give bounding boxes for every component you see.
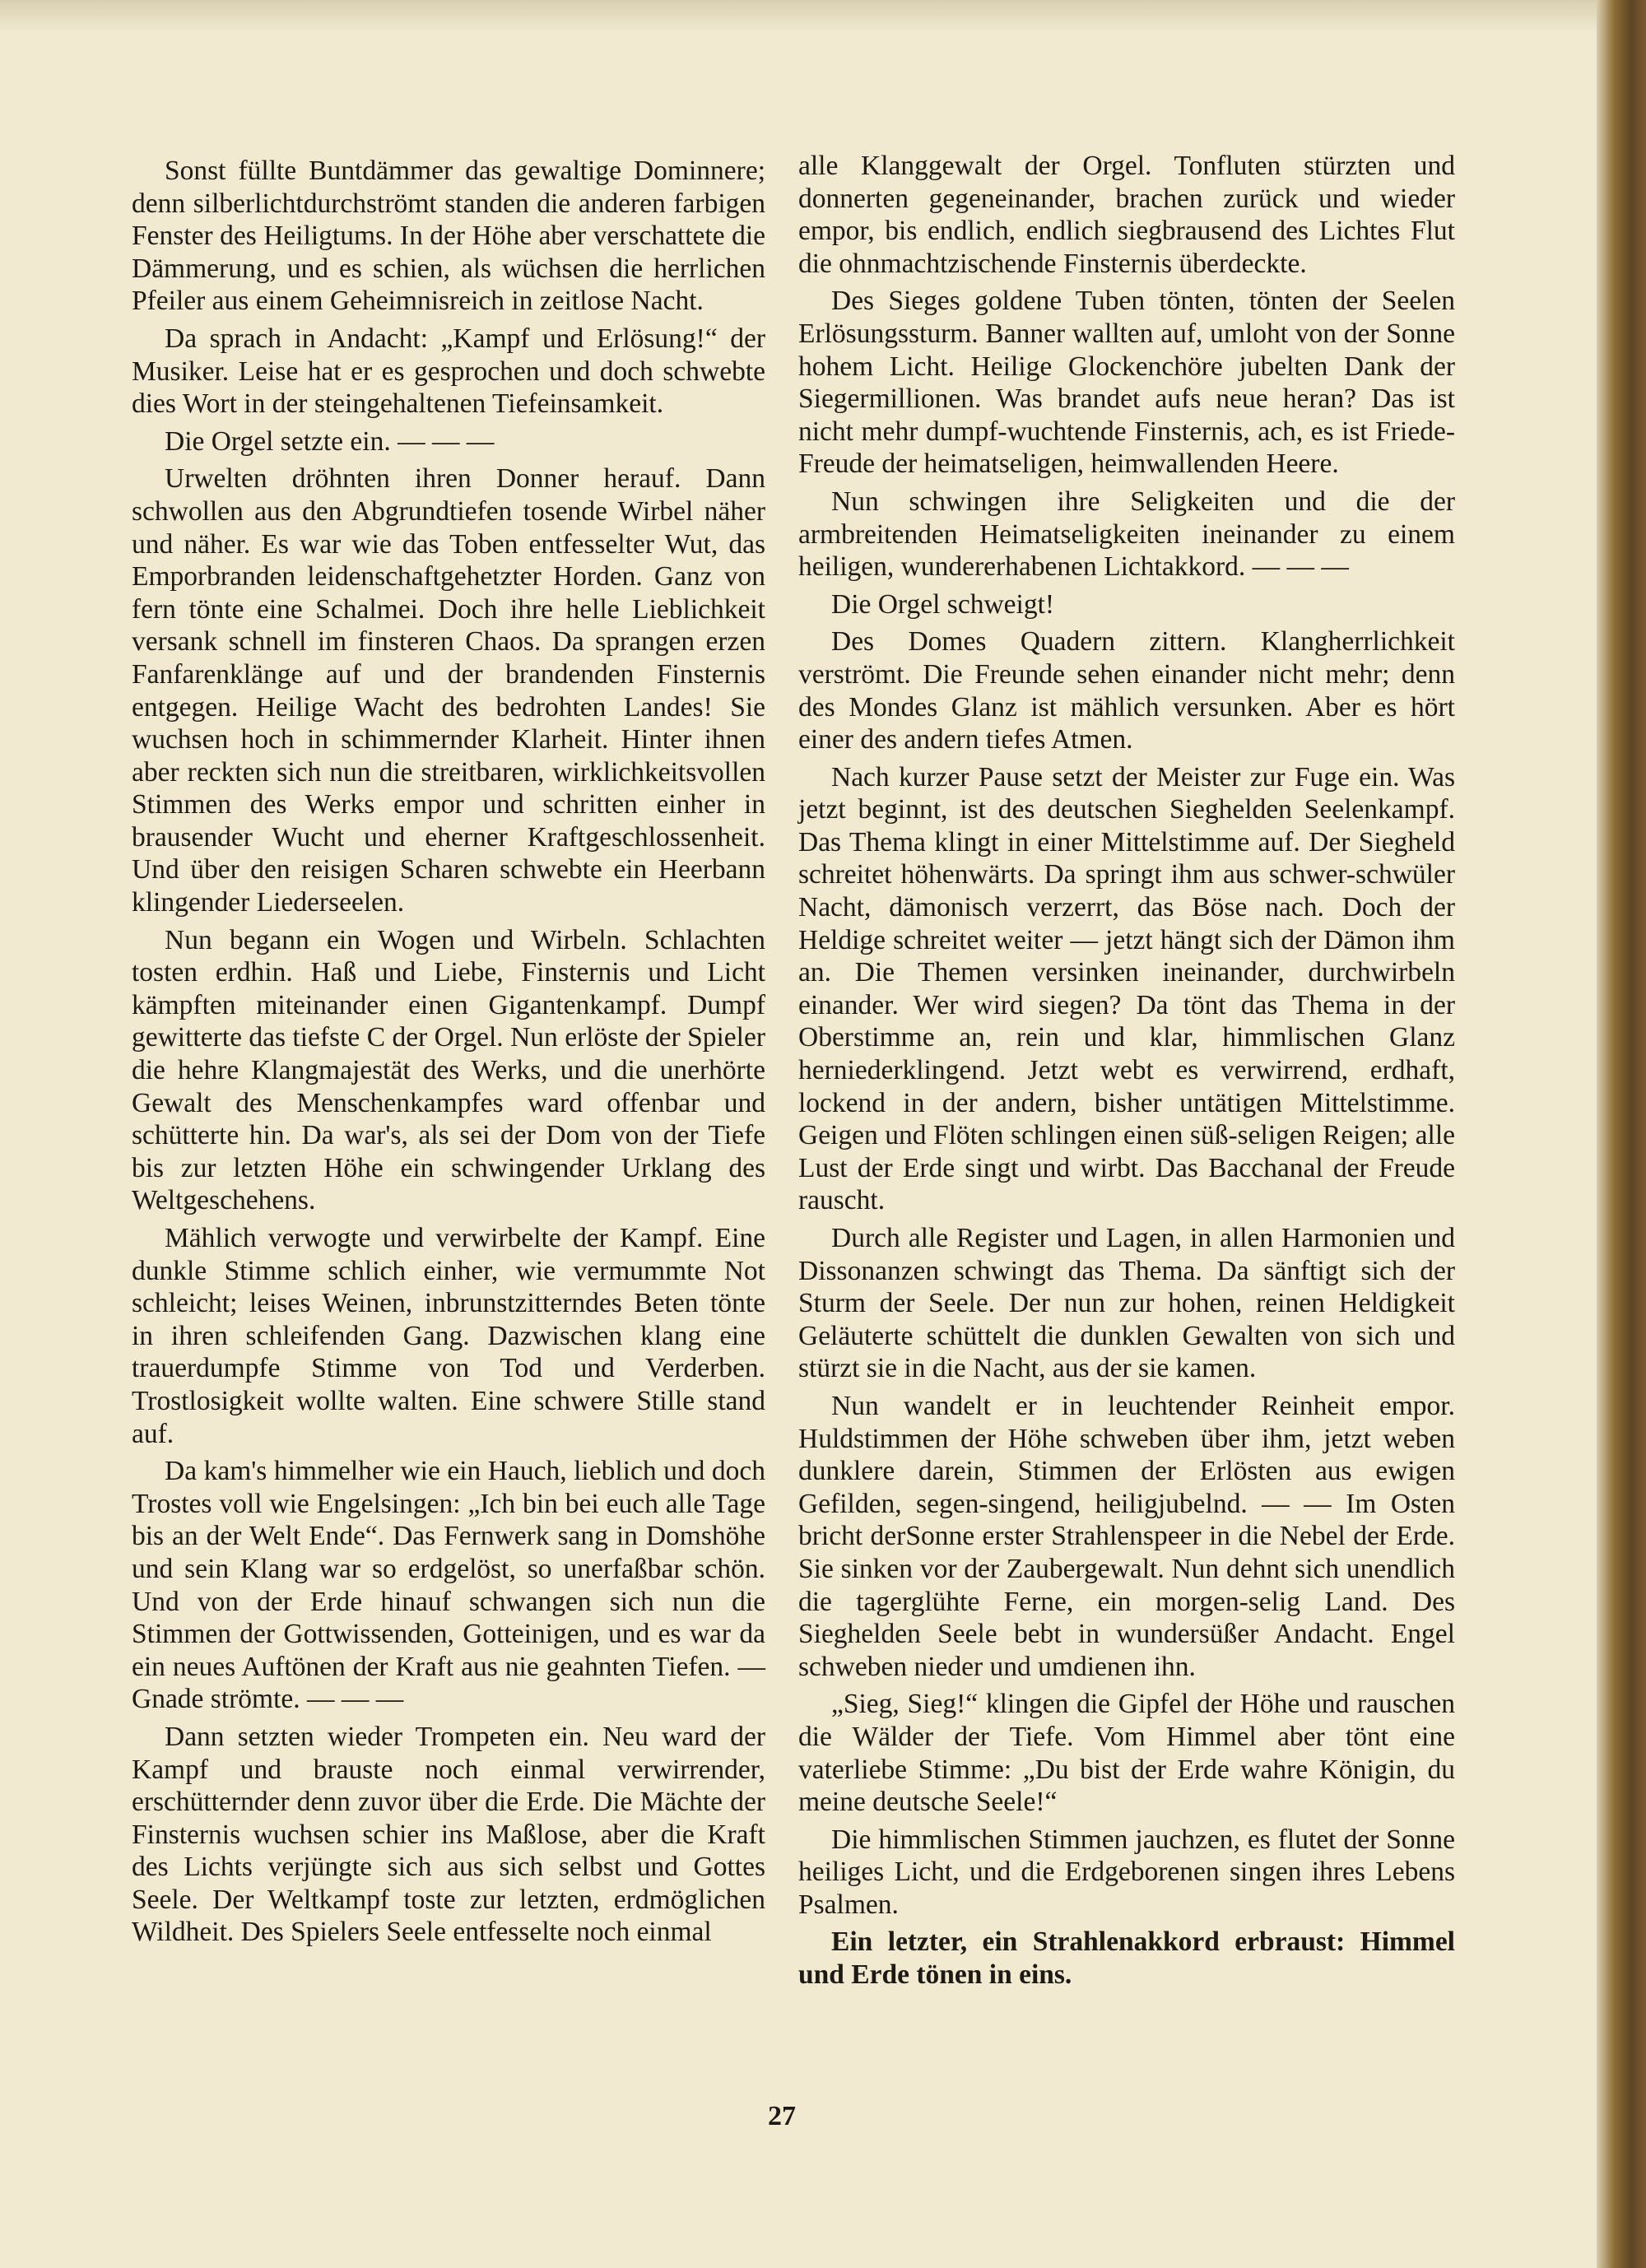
paragraph: Durch alle Register und Lagen, in allen Harmonien und Dissonanzen schwingt das Thema. Da sänftigt sich der Sturm der Seele. Der nun zur hohen, reinen Heldigkeit Geläuterte schüttelt die dunklen Gewalten von sich und stürzt sie in die Nacht, aus der sie kamen.: [798, 1223, 1455, 1384]
paragraph: Des Domes Quadern zittern. Klangherrlichkeit verströmt. Die Freunde sehen einander nicht mehr; denn des Mondes Glanz ist mählich versunken. Aber es hört einer des andern tiefes Atmen.: [798, 626, 1455, 755]
paragraph: Dann setzten wieder Trompeten ein. Neu ward der Kampf und brauste noch einmal verwirrender, erschütternder denn zuvor über die Erde. Die Mächte der Finsternis wuchsen schier ins Maßlose, aber die Kraft des Lichts verjüngte sich aus sich selbst und Gottes Seele. Der Weltkampf toste zur letzten, erdmöglichen Wildheit. Des Spielers Seele entfesselte noch einmal: [132, 1721, 765, 1948]
paragraph: Nach kurzer Pause setzt der Meister zur Fuge ein. Was jetzt beginnt, ist des deutschen Sieghelden Seelenkampf. Das Thema klingt in einer Mittelstimme auf. Der Siegheld schreitet höhenwärts. Da springt ihm aus schwer-schwüler Nacht, dämonisch verzerrt, das Böse nach. Doch der Heldige schreitet weiter — jetzt hängt sich der Dämon ihm an. Die Themen versinken ineinander, durchwirbeln einander. Wer wird siegen? Da tönt das Thema in der Oberstimme an, rein und klar, himmlischen Glanz herniederklingend. Jetzt webt es verwirrend, erdhaft, lockend in der andern, bisher untätigen Mittelstimme. Geigen und Flöten schlingen einen süß-seligen Reigen; alle Lust der Erde singt und wirbt. Das Bacchanal der Freude rauscht.: [798, 761, 1455, 1216]
left-text-column: [132, 155, 765, 1954]
paragraph: Da kam's himmelher wie ein Hauch, lieblich und doch Trostes voll wie Engelsingen: „Ich bin bei euch alle Tage bis an der Welt Ende“. Das Fernwerk sang in Domshöhe und sein Klang war so erdgelöst, so unerfaßbar schön. Und von der Erde hinauf schwangen sich nun die Stimmen der Gottwissenden, Gotteinigen, und es war da ein neues Auftönen der Kraft aus nie geahnten Tiefen. — Gnade strömte. — — —: [132, 1456, 765, 1715]
paragraph: Die Orgel schweigt!: [831, 588, 1055, 620]
paragraph: Nun schwingen ihre Seligkeiten und die der armbreitenden Heimatseligkeiten ineinander zu einem heiligen, wundererhabenen Lichtakkord. — — —: [798, 486, 1455, 583]
paragraph: Des Sieges goldene Tuben tönten, tönten der Seelen Erlösungssturm. Banner wallten auf, umloht von der Sonne hohem Licht. Heilige Glockenchöre jubelten Dank der Siegermillionen. Was brandet aufs neue heran? Das ist nicht mehr dumpf-wuchtende Finsternis, ach, es ist Friede-Freude der heimatseligen, heimwallenden Heere.: [798, 286, 1455, 480]
book-spine-edge: [1597, 0, 1646, 2268]
paragraph: Nun begann ein Wogen und Wirbeln. Schlachten tosten erdhin. Haß und Liebe, Finsternis und Licht kämpften miteinander einen Gigantenkampf. Dumpf gewitterte das tiefste C der Orgel. Nun erlöste der Spieler die hehre Klangmajestät des Werks, und die unerhörte Gewalt des Menschenkampfes ward offenbar und schütterte hin. Da war's, als sei der Dom von der Tiefe bis zur letzten Höhe ein schwingender Urklang des Weltgeschehens.: [132, 924, 765, 1216]
paragraph-final: Ein letzter, ein Strahlenakkord erbraust: Himmel und Erde tönen in eins.: [798, 1926, 1455, 1991]
page-top-shadow: [0, 0, 1597, 33]
paragraph: „Sieg, Sieg!“ klingen die Gipfel der Höhe und rauschen die Wälder der Tiefe. Vom Himmel aber tönt eine vaterliebe Stimme: „Du bist der Erde wahre Königin, du meine deutsche Seele!“: [798, 1689, 1455, 1818]
paragraph: Nun wandelt er in leuchtender Reinheit empor. Huldstimmen der Höhe schweben über ihm, jetzt weben dunklere darein, Stimmen der Erlösten aus ewigen Gefilden, segen-singend, heiligjubelnd. — — Im Osten bricht derSonne erster Strahlenspeer in die Nebel der Erde. Sie sinken vor der Zaubergewalt. Nun dehnt sich unendlich die tagerglühte Ferne, ein morgen-selig Land. Des Sieghelden Seele bebt in wundersüßer Andacht. Engel schweben nieder und umdienen ihn.: [798, 1390, 1455, 1682]
paragraph: Mählich verwogte und verwirbelte der Kampf. Eine dunkle Stimme schlich einher, wie vermummte Not schleicht; leises Weinen, inbrunstzitterndes Beten tönte in ihren schleifenden Gang. Dazwischen klang eine trauerdumpfe Stimme von Tod und Verderben. Trostlosigkeit wollte walten. Eine schwere Stille stand auf.: [132, 1223, 765, 1449]
right-text-column: [798, 150, 1455, 1996]
paragraph: Die Orgel setzte ein. — — —: [165, 425, 495, 457]
paragraph: Die himmlischen Stimmen jauchzen, es flutet der Sonne heiliges Licht, und die Erdgeborenen singen ihres Lebens Psalmen.: [798, 1824, 1455, 1920]
page-number: 27: [768, 2101, 796, 2131]
paragraph: Urwelten dröhnten ihren Donner herauf. Dann schwollen aus den Abgrundtiefen tosende Wirbel näher und näher. Es war wie das Toben entfesselter Wut, das Emporbranden leidenschaftgehetzter Horden. Ganz von fern tönte eine Schalmei. Doch ihre helle Lieblichkeit versank schnell im finsteren Chaos. Da sprangen erzen Fanfarenklänge auf und der brandenden Finsternis entgegen. Heilige Wacht des bedrohten Landes! Sie wuchsen hoch in schimmernder Klarheit. Hinter ihnen aber reckten sich nun die streitbaren, wirklichkeitsvollen Stimmen des Werks empor und schritten einher in brausender Wucht und eherner Kraftgeschlossenheit. Und über den reisigen Scharen schwebte ein Heerbann klingender Liederseelen.: [132, 463, 765, 918]
paragraph: Da sprach in Andacht: „Kampf und Erlösung!“ der Musiker. Leise hat er es gesprochen und doch schwebte dies Wort in der steingehaltenen Tiefeinsamkeit.: [132, 323, 765, 420]
paragraph: Sonst füllte Buntdämmer das gewaltige Dominnere; denn silberlichtdurchströmt standen die anderen farbigen Fenster des Heiligtums. In der Höhe aber verschattete die Dämmerung, und es schien, als wüchsen die herrlichen Pfeiler aus einem Geheimnisreich in zeitlose Nacht.: [132, 156, 765, 317]
paragraph: alle Klanggewalt der Orgel. Tonfluten stürzten und donnerten gegeneinander, brachen zurück und wieder empor, bis endlich, endlich siegbrausend des Lichtes Flut die ohnmachtzischende Finsternis überdeckte.: [798, 151, 1455, 279]
